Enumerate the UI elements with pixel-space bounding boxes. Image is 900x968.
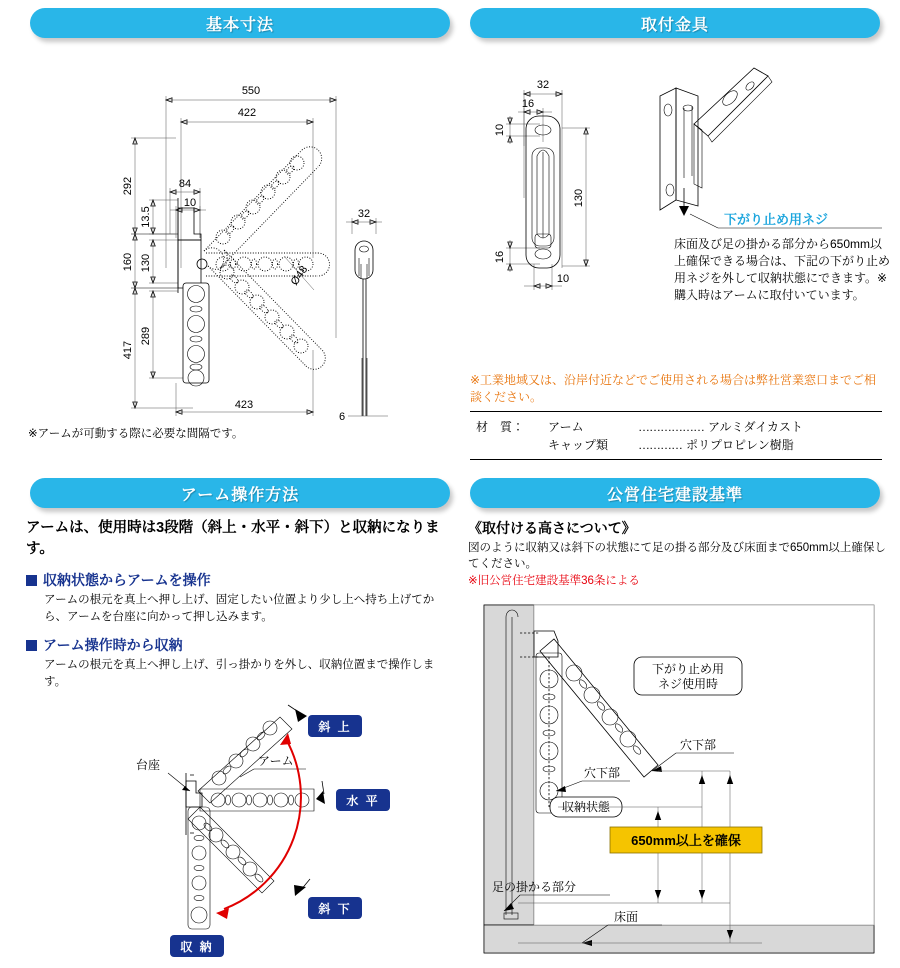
label-arm: アーム xyxy=(258,753,294,768)
dim-lower: 289 xyxy=(140,326,152,346)
tag-position-up-label: 斜 上 xyxy=(318,719,352,734)
material-table xyxy=(476,418,886,455)
dim-bottom-width: 423 xyxy=(234,399,254,411)
highlight-650mm-label: 650mm以上を確保 xyxy=(631,832,741,848)
standard-body: 図のように収納又は斜下の状態にて足の掛る部分及び床面まで650mm以上確保してください。 xyxy=(468,542,886,571)
material-row xyxy=(476,418,886,437)
material-table-label: 材 質： xyxy=(476,419,525,434)
standard-title: 《取付ける高さについて》 xyxy=(468,520,636,536)
svg-text:ネジ使用時: ネジ使用時 xyxy=(657,676,719,691)
dim-arm-reach: 422 xyxy=(237,107,257,119)
arm-section-heading-2-text: アーム操作時から収納 xyxy=(43,637,183,654)
callout-stored-state-label: 収納状態 xyxy=(561,799,611,814)
dim-bracket-bottom-hole: 16 xyxy=(494,250,506,264)
panel-public-housing-standard xyxy=(462,478,890,962)
screw-callout-label: 下がり止め用ネジ xyxy=(724,212,829,227)
material-value: ポリプロピレン樹脂 xyxy=(686,438,794,453)
dim-overall-width: 550 xyxy=(241,85,261,97)
banner-arm-operation-label: アーム操作方法 xyxy=(180,486,300,504)
dim-rod-bottom: 6 xyxy=(338,411,346,423)
arm-ghost-down xyxy=(208,250,325,369)
basic-dimensions-drawing xyxy=(18,38,450,428)
square-bullet-icon xyxy=(26,640,37,651)
dim-mid: 130 xyxy=(140,253,152,273)
arm-operation-diagram xyxy=(18,695,450,965)
dim-side-width: 32 xyxy=(357,208,371,220)
dim-plate-thickness: 13.5 xyxy=(140,206,152,228)
bracket-drawing xyxy=(462,38,890,368)
arm-section-heading-1 xyxy=(26,570,450,590)
dim-bracket-bottom-width: 10 xyxy=(556,273,570,285)
material-rule-bottom xyxy=(470,459,882,460)
material-table-spacer xyxy=(476,436,548,455)
standard-red-note: ※旧公営住宅建設基準36条による xyxy=(468,574,640,587)
label-hole-bottom-right: 穴下部 xyxy=(680,737,717,752)
arm-ghost-up xyxy=(204,147,322,268)
material-key: キャップ類 xyxy=(548,438,609,453)
arm-position-down xyxy=(188,807,274,893)
banner-mounting-bracket xyxy=(470,8,880,38)
tag-position-down-label: 斜 下 xyxy=(318,901,352,916)
label-base: 台座 xyxy=(136,757,161,772)
dim-bracket-width: 32 xyxy=(536,79,550,91)
banner-public-housing-standard xyxy=(470,478,880,508)
arm-operation-lead: アームは、使用時は3段階（斜上・水平・斜下）と収納になります。 xyxy=(26,520,440,558)
material-row xyxy=(476,436,886,455)
label-foot-area: 足の掛かる部分 xyxy=(492,879,577,894)
arm-ghost-level xyxy=(206,253,330,276)
dim-bracket-hole-center: 16 xyxy=(521,98,535,110)
bracket-description: 床面及び足の掛かる部分から650mm以上確保できる場合は、下記の下がり止め用ネジを外して収納状態にできます。※購入時はアームに取付いています。 xyxy=(674,237,890,303)
dim-step: 10 xyxy=(183,197,197,209)
bracket-warning: ※工業地域又は、沿岸付近などでご使用される場合は弊社営業窓口までご相談ください。 xyxy=(470,373,877,405)
material-dots: ………… xyxy=(638,438,682,453)
svg-text:下がり止め用: 下がり止め用 xyxy=(651,661,725,676)
square-bullet-icon xyxy=(26,575,37,586)
standard-height-diagram xyxy=(462,595,890,965)
banner-basic-dimensions-label: 基本寸法 xyxy=(205,16,274,34)
material-key: アーム xyxy=(548,419,584,434)
dim-upper: 160 xyxy=(122,252,134,272)
dim-base-offset: 84 xyxy=(178,178,192,190)
arm-section-heading-1-text: 収納状態からアームを操作 xyxy=(43,572,211,589)
material-rule-top xyxy=(470,411,882,412)
dim-bracket-hole-top: 10 xyxy=(494,123,506,137)
banner-public-housing-standard-label: 公営住宅建設基準 xyxy=(606,486,743,504)
label-floor: 床面 xyxy=(614,909,639,924)
dim-base-top: 292 xyxy=(122,176,134,196)
dim-total-height: 417 xyxy=(122,340,134,360)
banner-mounting-bracket-label: 取付金具 xyxy=(640,16,709,34)
arm-section-body-1: アームの根元を真上へ押し上げ、固定したい位置より少し上へ持ち上げてから、アームを台座に向かって押し込みます。 xyxy=(44,594,435,623)
panel-arm-operation xyxy=(18,478,450,962)
label-hole-bottom-left: 穴下部 xyxy=(584,765,621,780)
basic-footnote: ※アームが可動する際に必要な間隔です。 xyxy=(28,428,244,440)
arm-position-stored xyxy=(188,807,210,929)
material-value: アルミダイカスト xyxy=(708,419,803,434)
dim-bracket-height: 130 xyxy=(573,188,585,208)
arm-position-level xyxy=(200,789,314,811)
dim-pivot-diameter: Ø48 xyxy=(288,263,311,288)
panel-mounting-bracket xyxy=(462,8,890,470)
bracket-perspective-illustration xyxy=(660,68,772,210)
arm-section-heading-2 xyxy=(26,635,450,655)
tag-position-stored-label: 収 納 xyxy=(180,939,214,954)
tag-position-level-label: 水 平 xyxy=(346,793,380,808)
panel-basic-dimensions xyxy=(18,8,450,470)
banner-arm-operation xyxy=(30,478,450,508)
banner-basic-dimensions xyxy=(30,8,450,38)
material-dots: ……………… xyxy=(638,419,704,434)
arm-section-body-2: アームの根元を真上へ押し上げ、引っ掛かりを外し、収納位置まで操作します。 xyxy=(44,659,435,689)
